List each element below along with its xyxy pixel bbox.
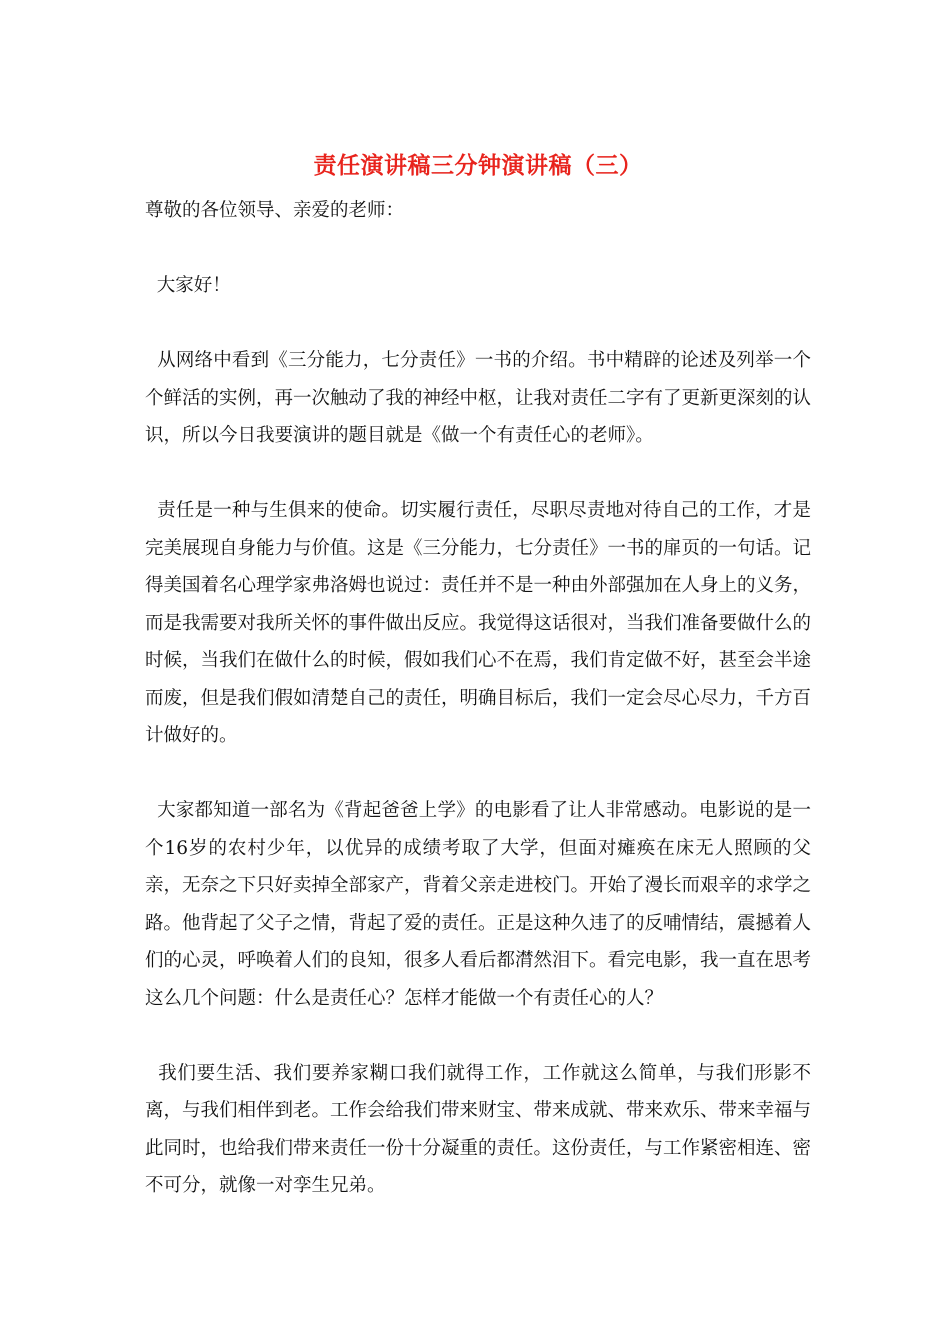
body-paragraph: 从网络中看到《三分能力，七分责任》一书的介绍。书中精辟的论述及列举一个个鲜活的实例，再一次触动了我的神经中枢，让我对责任二字有了更新更深刻的认识，所以今日我要演讲的题目就是《做一个有责任心的老师》。: [145, 350, 812, 446]
paragraph-spacer: [145, 455, 811, 493]
body-paragraph: 我们要生活、我们要养家糊口我们就得工作，工作就这么简单，与我们形影不离，与我们相伴到老。工作会给我们带来财宝、带来成就、带来欢乐、带来幸福与此同时，也给我们带来责任一份十分凝重的责任。这份责任，与工作紧密相连、密不可分，就像一对孪生兄弟。: [145, 1062, 812, 1196]
greeting: 大家好！: [145, 275, 231, 296]
paragraph-spacer: [145, 230, 811, 268]
paragraph-spacer: [145, 755, 811, 793]
paragraph-spacer: [145, 305, 811, 343]
body-paragraph: 大家都知道一部名为《背起爸爸上学》的电影看了让人非常感动。电影说的是一个16岁的农村少年，以优异的成绩考取了大学，但面对瘫痪在床无人照顾的父亲，无奈之下只好卖掉全部家产，背着父亲走进校门。开始了漫长而艰辛的求学之路。他背起了父子之情，背起了爱的责任。正是这种久违了的反哺情结，震撼着人们的心灵，呼唤着人们的良知，很多人看后都潸然泪下。看完电影，我一直在思考这么几个问题：什么是责任心？怎样才能做一个有责任心的人？: [145, 800, 812, 1009]
salutation: 尊敬的各位领导、亲爱的老师：: [145, 200, 405, 221]
document-title: 责任演讲稿三分钟演讲稿（三）: [313, 152, 643, 179]
document-page: [145, 150, 811, 1205]
paragraph-spacer: [145, 1017, 811, 1055]
body-paragraph: 责任是一种与生俱来的使命。切实履行责任，尽职尽责地对待自己的工作，才是完美展现自身能力与价值。这是《三分能力，七分责任》一书的扉页的一句话。记得美国着名心理学家弗洛姆也说过：责任并不是一种由外部强加在人身上的义务，而是我需要对我所关怀的事件做出反应。我觉得这话很对，当我们准备要做什么的时候，当我们在做什么的时候，假如我们心不在焉，我们肯定做不好，甚至会半途而废，但是我们假如清楚自己的责任，明确目标后，我们一定会尽心尽力，千方百计做好的。: [145, 500, 812, 746]
